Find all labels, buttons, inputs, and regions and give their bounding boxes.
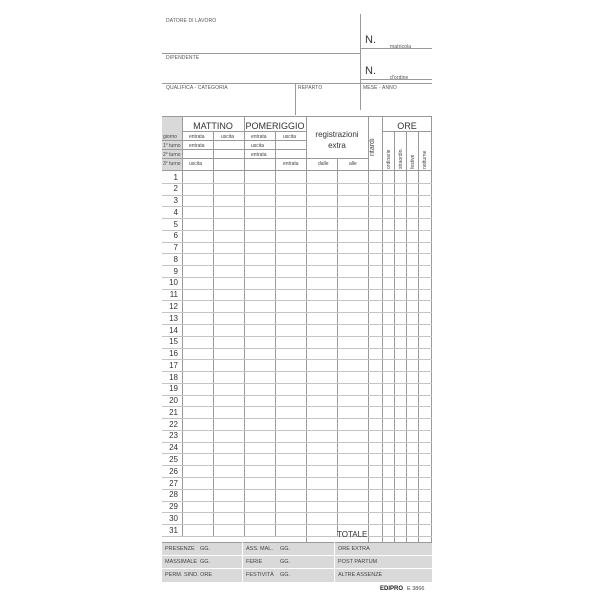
day-row-line [162,477,368,478]
ferie-gg: GG. [280,559,291,565]
edipro-logo: EDIPRO [380,586,404,592]
qualifica-label: QUALIFICA - CATEGORIA [166,85,228,91]
day-row-line-right [368,183,432,184]
footer-vline-2 [334,542,335,582]
registrazioni-header: registrazioni [315,130,359,139]
ore-festive-header: festive [410,154,416,169]
day-number: 8 [173,254,178,264]
day-row-line [162,230,368,231]
day-row-line-right [368,524,432,525]
matricola-label: matricola [390,44,412,50]
day-row-line [162,465,368,466]
day-row-line [162,277,368,278]
totale-label: TOTALE [337,530,368,539]
column-line [431,117,432,542]
day-row-line [162,206,368,207]
day-number: 15 [169,337,178,347]
day-row-line-right [368,536,432,537]
day-row-line-right [368,359,432,360]
column-line [244,117,245,536]
header-vertical-divider [360,14,361,110]
day-row-line [162,453,368,454]
ore-ordinarie-header: ordinarie [386,149,392,169]
altre-assenze-label: ALTRE ASSENZE [338,572,383,578]
n-ordine-label: N. [365,65,376,77]
day-row-line-right [368,218,432,219]
day-number: 25 [169,454,178,464]
reparto-label: REPARTO [298,85,323,91]
festivita-gg: GG. [280,572,291,578]
day-number: 7 [173,243,178,253]
day-row-line-right [368,453,432,454]
day-row-line-right [368,277,432,278]
day-row-line [162,312,368,313]
day-row-line [162,289,368,290]
day-row-line [162,195,368,196]
ass-mal-label: ASS. MAL. [246,546,273,552]
day-number: 11 [169,290,178,300]
day-number: 13 [169,313,178,323]
presenze-label: PRESENZE [165,546,195,552]
day-number: 14 [169,325,178,335]
day-row-line-right [368,442,432,443]
column-line [213,131,214,536]
timecard [162,14,432,596]
day-row-line [162,371,368,372]
day-row-line [162,418,368,419]
pomeriggio-entrata-4: entrata [283,161,299,167]
day-row-line [162,383,368,384]
day-row-line [162,265,368,266]
day-row-line [162,324,368,325]
day-number: 30 [169,513,178,523]
employee-label: DIPENDENTE [166,55,200,61]
qualifica-divider [162,83,432,84]
day-row-line [162,489,368,490]
ritardi-header: ritardi [369,138,376,156]
day-row-line [162,242,368,243]
pomeriggio-uscita-2: uscita [251,143,265,149]
column-line [182,117,183,536]
column-line [306,117,307,542]
n-matricola-label: N. [365,34,376,46]
day-number: 29 [169,502,178,512]
day-row-line-right [368,489,432,490]
pomeriggio-uscita-1: uscita [283,134,297,140]
day-number: 17 [169,360,178,370]
day-row-line [162,348,368,349]
mattino-entrata-2: entrata [189,143,205,149]
day-row-line [162,183,368,184]
sub-line-1 [162,140,306,141]
day-number: 23 [169,431,178,441]
day-number: 26 [169,466,178,476]
sub-line-2 [162,149,306,150]
day-row-line-right [368,324,432,325]
day-row-line-right [368,253,432,254]
ore-header: ORE [397,121,417,131]
day-row-line-right [368,289,432,290]
day-row-line-right [368,418,432,419]
header-bottom-line [162,170,432,171]
day-row-line-right [368,206,432,207]
ferie-label: FERIE [246,559,263,565]
column-line [275,131,276,536]
row-label-turno-2: 2° turno [163,152,181,158]
ordine-label: d'ordine [390,75,409,81]
day-row-line [162,300,368,301]
footer-top-line [162,542,432,543]
day-row-line-right [368,512,432,513]
perm-sind-label: PERM. SIND. ORE [165,572,213,578]
employer-label: DATORE DI LAVORO [166,18,217,24]
day-number: 20 [169,396,178,406]
day-row-line [162,501,368,502]
post-partum-label: POST PARTUM [338,559,378,565]
form-code: E 3866 [407,586,425,592]
day-row-line-right [368,336,432,337]
ore-straordinarie-header: straordin. [398,148,404,169]
presenze-gg: GG. [200,546,211,552]
day-row-line [162,218,368,219]
day-number: 28 [169,490,178,500]
day-row-line-right [368,312,432,313]
footer-line-2 [162,568,432,569]
row-label-turno-3: 3° turno [163,161,181,167]
mattino-entrata-1: entrata [189,134,205,140]
day-number: 2 [173,184,178,194]
day-row-line [162,359,368,360]
reparto-divider [295,83,296,115]
extra-alle: alle [349,161,357,167]
day-number: 6 [173,231,178,241]
day-row-line [162,512,368,513]
day-row-line [162,524,368,525]
day-row-line [162,395,368,396]
massimale-label: MASSIMALE [165,559,198,565]
day-number: 18 [169,372,178,382]
day-row-line-right [368,265,432,266]
ore-notturne-header: notturne [422,150,428,169]
day-number: 19 [169,384,178,394]
ore-header-line [382,131,432,132]
day-number: 24 [169,443,178,453]
sub-line-3 [162,158,306,159]
footer-vline-1 [242,542,243,582]
day-row-line-right [368,477,432,478]
table-top-line [162,116,432,117]
mattino-header: MATTINO [193,121,233,131]
day-row-line-right [368,371,432,372]
day-row-line [162,406,368,407]
day-number: 10 [169,278,178,288]
day-row-line-right [368,395,432,396]
extra-header: extra [328,141,346,150]
day-number: 1 [173,172,178,182]
mattino-uscita-1: uscita [221,134,235,140]
day-number: 31 [169,525,178,535]
day-row-line-right [368,195,432,196]
day-number: 22 [169,419,178,429]
day-row-line [162,442,368,443]
day-number: 5 [173,219,178,229]
day-row-line-right [368,300,432,301]
extra-dalle: dalle [318,161,329,167]
massimale-gg: GG. [200,559,211,565]
day-row-line-right [368,242,432,243]
employer-divider [162,53,360,54]
day-number: 9 [173,266,178,276]
day-row-line-right [368,230,432,231]
day-row-line-right [368,348,432,349]
footer-line-1 [162,555,432,556]
row-label-turno-1: 1° turno [163,143,181,149]
day-row-line-right [368,501,432,502]
day-row-line-right [368,406,432,407]
day-row-line-right [368,465,432,466]
day-row-line [162,253,368,254]
mattino-uscita-4: uscita [189,161,203,167]
day-row-line-right [368,383,432,384]
day-number: 4 [173,207,178,217]
pomeriggio-entrata-1: entrata [251,134,267,140]
pomeriggio-entrata-3: entrata [251,152,267,158]
row-label-giorno: giorno [163,134,177,140]
day-number: 12 [169,301,178,311]
day-number: 27 [169,478,178,488]
mese-label: MESE - ANNO [363,85,397,91]
day-row-line-right [368,430,432,431]
day-row-line [162,430,368,431]
festivita-label: FESTIVITÀ [246,572,274,578]
ore-extra-label: ORE EXTRA [338,546,370,552]
day-number: 3 [173,196,178,206]
day-number: 21 [169,407,178,417]
day-row-line [162,336,368,337]
ass-mal-gg: GG. [280,546,291,552]
pomeriggio-header: POMERIGGIO [245,121,305,131]
day-number: 16 [169,349,178,359]
column-line [368,117,369,542]
